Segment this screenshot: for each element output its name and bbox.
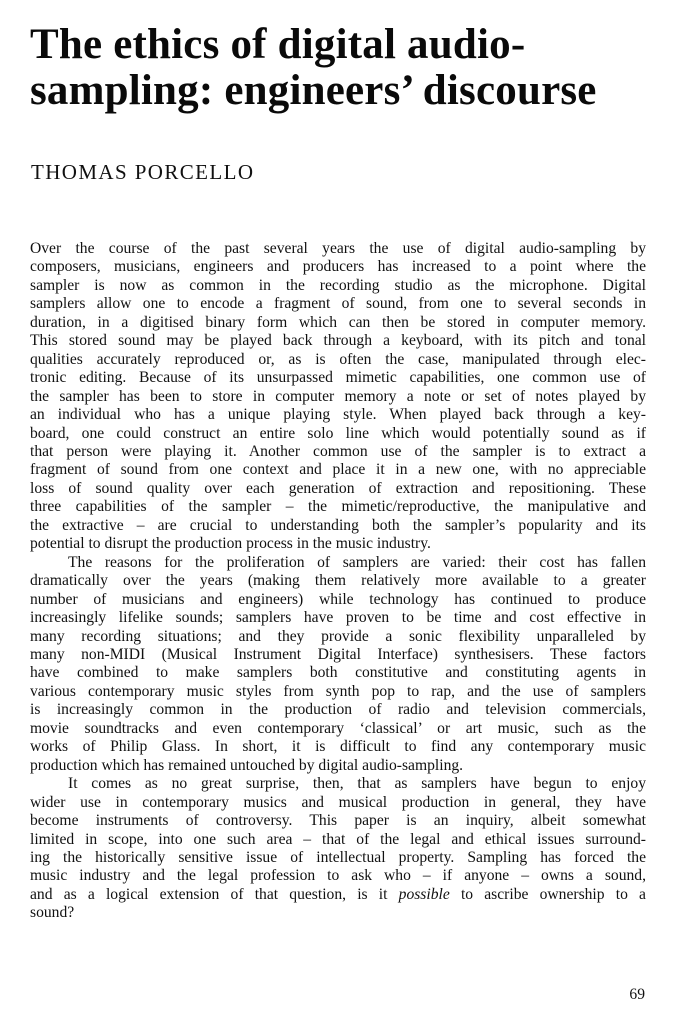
article-body xyxy=(30,240,646,923)
text-line: wider use in contemporary musics and musical production in general, they have xyxy=(30,793,646,811)
text-line: potential to disrupt the production process in the music industry. xyxy=(30,535,431,553)
text-line: sampler is now as common in the recording studio as the microphone. Digital xyxy=(30,276,646,294)
text-line: sound? xyxy=(30,904,75,922)
text-line: three capabilities of the sampler – the mimetic/reproductive, the manipulative and xyxy=(30,498,646,516)
text-line: dramatically over the years (making them relatively more available to a greater xyxy=(30,572,646,590)
text-line: samplers allow one to encode a fragment of sound, from one to several seconds in xyxy=(30,295,646,313)
text-line: loss of sound quality over each generation of extraction and repositioning. These xyxy=(30,479,646,497)
body-paragraph xyxy=(30,240,646,554)
text-line: the sampler has been to store in computer memory a note or set of notes played by xyxy=(30,387,646,405)
text-line: many recording situations; and they provide a sonic flexibility unparalleled by xyxy=(30,627,646,645)
article-title xyxy=(30,22,670,114)
text-line: movie soundtracks and even contemporary ‘classical’ or art music, such as the xyxy=(30,719,646,737)
text-line: increasingly lifelike sounds; samplers have proven to be time and cost effective in xyxy=(30,609,646,627)
text-line: various contemporary music styles from synth pop to rap, and the use of samplers xyxy=(30,682,646,700)
text-line: is increasingly common in the production of radio and television commercials, xyxy=(30,701,646,719)
text-line: It comes as no great surprise, then, that as samplers have begun to enjoy xyxy=(68,775,646,793)
text-line: that person were playing it. Another common use of the sampler is to extract a xyxy=(30,442,646,460)
text-line: limited in scope, into one such area – that of the legal and ethical issues surround- xyxy=(30,830,646,848)
text-line: This stored sound may be played back through a keyboard, with its pitch and tonal xyxy=(30,332,646,350)
text-line: become instruments of controversy. This paper is an inquiry, albeit somewhat xyxy=(30,812,646,830)
article-title-line: The ethics of digital audio- xyxy=(30,21,526,68)
text-line: the extractive – are crucial to understanding both the sampler’s popularity and its xyxy=(30,516,646,534)
text-line: an individual who has a unique playing style. When played back through a key- xyxy=(30,406,646,424)
body-paragraph xyxy=(30,554,646,775)
text-line: works of Philip Glass. In short, it is difficult to find any contemporary music xyxy=(30,738,646,756)
text-line: number of musicians and engineers) while technology has continued to produce xyxy=(30,590,646,608)
body-paragraph xyxy=(30,775,646,923)
text-line: Over the course of the past several years the use of digital audio-sampling by xyxy=(30,240,646,257)
text-line: duration, in a digitised binary form which can then be stored in computer memory. xyxy=(30,313,646,331)
text-line: The reasons for the proliferation of samplers are varied: their cost has fallen xyxy=(68,553,646,571)
text-line: board, one could construct an entire solo line which would potentially sound as if xyxy=(30,424,646,442)
article-author: THOMAS PORCELLO xyxy=(31,160,255,184)
text-line: production which has remained untouched by digital audio-sampling. xyxy=(30,756,464,774)
text-line: ing the historically sensitive issue of intellectual property. Sampling has forced the xyxy=(30,848,646,866)
text-line: many non-MIDI (Musical Instrument Digital Interface) synthesisers. These factors xyxy=(30,645,646,663)
page-number: 69 xyxy=(629,986,645,1003)
text-line: fragment of sound from one context and place it in a new one, with no appreciable xyxy=(30,461,646,479)
text-line xyxy=(30,886,646,904)
text-line: have combined to make samplers both constitutive and constituting agents in xyxy=(30,664,646,682)
text-line: qualities accurately reproduced or, as is often the case, manipulated through elec- xyxy=(30,350,646,368)
article-title-line: sampling: engineers’ discourse xyxy=(30,67,597,114)
text-line: composers, musicians, engineers and producers has increased to a point where the xyxy=(30,258,646,276)
text-run: to ascribe ownership to a xyxy=(449,885,646,903)
text-line: tronic editing. Because of its unsurpassed mimetic capabilities, one common use of xyxy=(30,369,646,387)
emphasized-word: possible xyxy=(398,885,450,903)
text-run: and as a logical extension of that question, is it xyxy=(30,885,399,903)
text-line: music industry and the legal profession to ask who – if anyone – owns a sound, xyxy=(30,867,646,885)
